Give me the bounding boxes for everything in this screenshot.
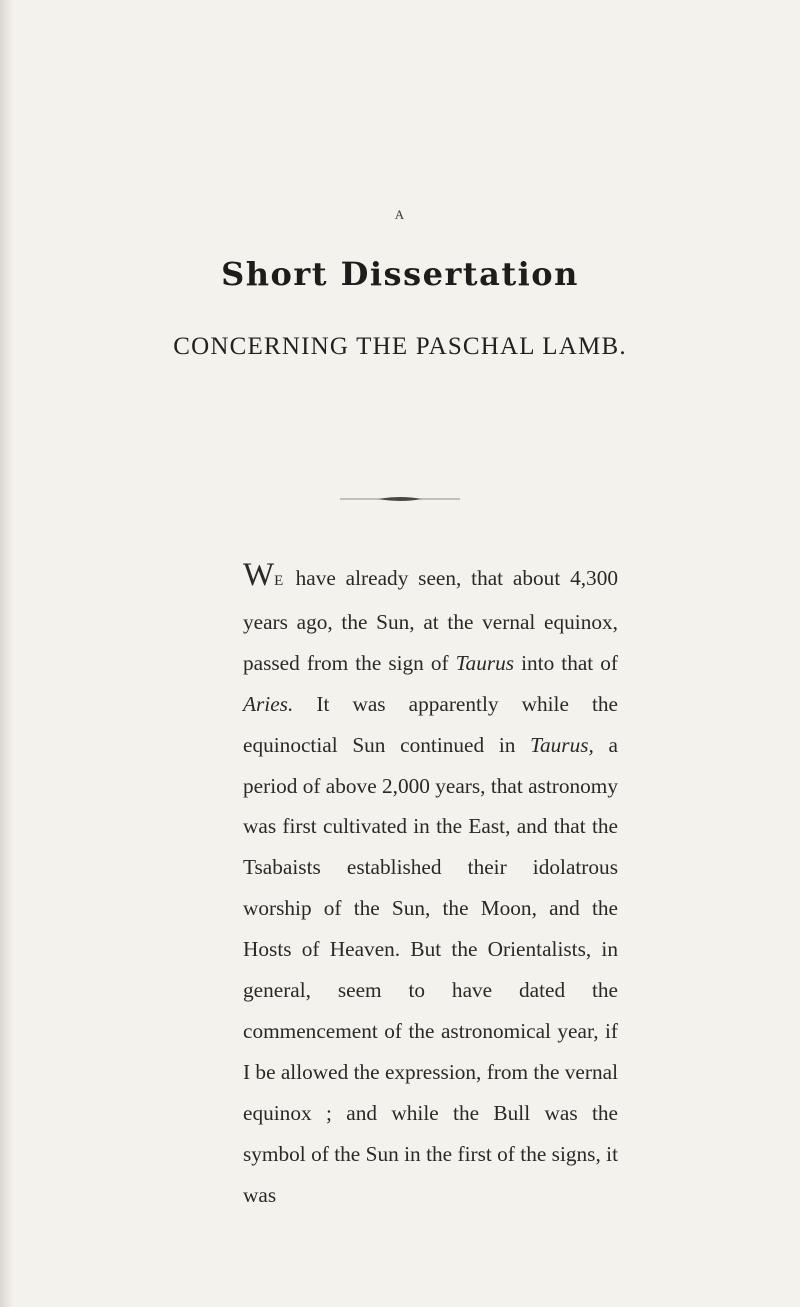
body-text-segment: into that of [514,650,619,675]
body-paragraph [243,558,618,1216]
ornamental-rule [0,495,800,503]
italic-term: Aries. [243,691,294,716]
ornamental-rule-icon [340,495,460,503]
italic-term: Taurus, [530,732,594,757]
heading-article: A [394,207,406,222]
body-text-segment: a period of above 2,000 years, that astronomy was first cultivated in the East, and that the Tsabaists established their idolatrous worship of the Sun, the Moon, and the Hosts of Heaven. But the Orientalists, in general, seem to have dated the commencement of the astronomical year, if I be allowed the expression, from the vernal equinox ; and while the Bull was the symbol of the Sun in the first of the signs, it was [243,732,618,1207]
page-subtitle: CONCERNING THE PASCHAL LAMB. [173,333,627,360]
body-text-segment: It was apparently while the equinoctial Sun continued in [243,691,618,757]
page-scan-edge [0,0,14,1307]
page-title: Short Dissertation [221,255,579,293]
italic-term: Taurus [455,650,515,675]
drop-cap-rest: E [274,573,284,589]
body-text-segment: have already seen, that about 4,300 years ago, the Sun, at the vernal equinox, passed from the sign of [243,566,618,675]
drop-cap: W [243,557,275,593]
